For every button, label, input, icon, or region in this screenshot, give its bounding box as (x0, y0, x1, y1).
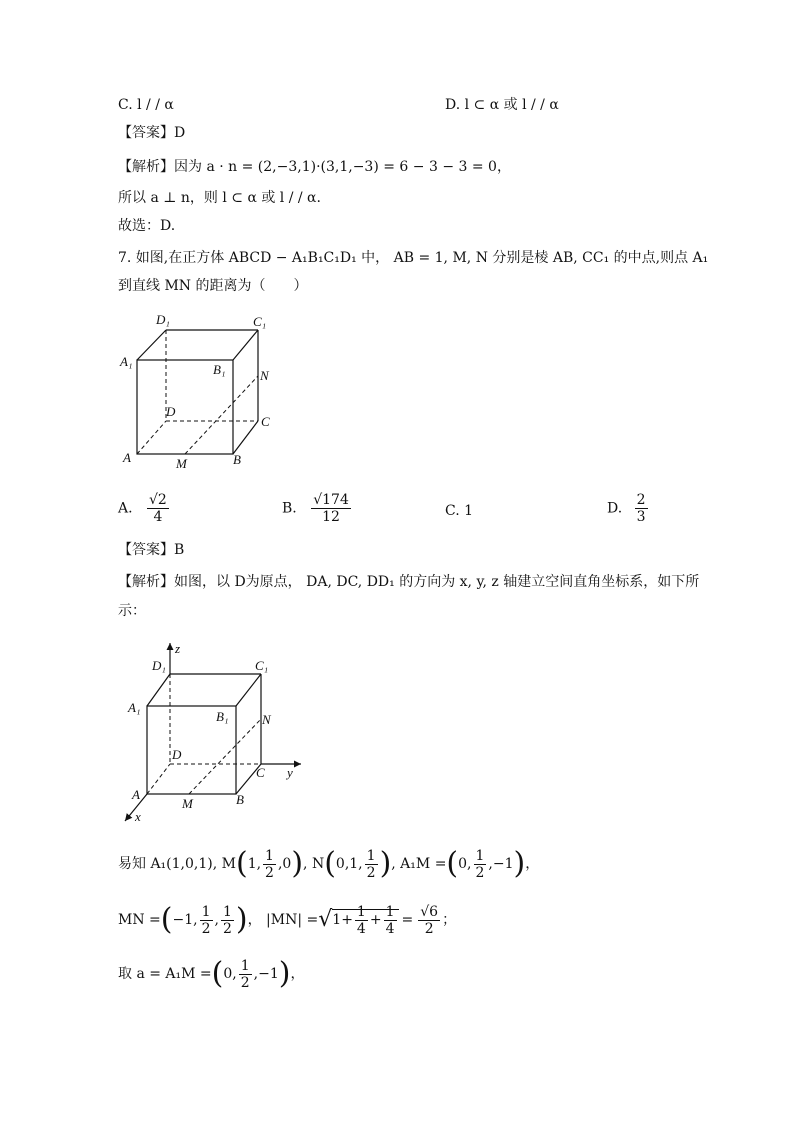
eq1-prefix: 易知 A₁(1,0,1), M (118, 856, 236, 872)
label-c: C (256, 765, 265, 780)
eq2-result-num: √6 (420, 903, 439, 920)
question-7-line1: 7. 如图,在正方体 ABCD − A₁B₁C₁D₁ 中， AB = 1, M, N 分别是棱 AB, CC₁ 的中点,则点 A₁ (118, 250, 709, 266)
eq1-vec: , A₁M = (391, 856, 447, 872)
eq2-frac-1 (200, 904, 213, 937)
label-c1: C₁ (255, 658, 269, 673)
eq2-comma: , (214, 912, 219, 928)
label-b1: B₁ (213, 362, 226, 377)
eq1-n-frac (365, 848, 378, 881)
option-c-7: C. 1 (445, 503, 474, 519)
label-a: A (123, 450, 131, 465)
axis-y-label: y (287, 765, 293, 780)
label-c1: C₁ (253, 314, 267, 329)
label-a1: A₁ (128, 700, 141, 715)
eq1-m-frac (263, 848, 276, 881)
analysis-7-line2: 示： (118, 603, 146, 619)
analysis-6-line2: 所以 a ⊥ n，则 l ⊂ α 或 l / / α. (118, 190, 321, 206)
eq1-end: ， (525, 856, 540, 872)
option-d-prefix: D. (607, 500, 623, 517)
option-b-7 (282, 492, 353, 525)
label-m: M (182, 796, 193, 811)
eq2-a: −1, (172, 912, 198, 928)
cube-figure-1 (110, 305, 290, 475)
eq1-n-num: 1 (366, 847, 376, 864)
eq3-den: 2 (240, 974, 250, 991)
eq1-m-num: 1 (265, 847, 274, 864)
eq2-num-2: 1 (222, 903, 232, 920)
label-d1: D₁ (152, 658, 166, 673)
eq1-v-a: 0, (458, 856, 472, 872)
option-b-denominator: 12 (322, 509, 340, 525)
option-a-numerator: √2 (149, 492, 167, 508)
option-d-fraction (635, 492, 648, 525)
option-c-prev: C. l / / α (118, 97, 174, 113)
eq2-den-2: 2 (222, 920, 232, 937)
label-a1: A₁ (120, 354, 133, 369)
eq2-result (418, 904, 440, 937)
label-a: A (132, 787, 140, 802)
eq1-v-frac (474, 848, 487, 881)
eq3-end: ， (290, 966, 305, 982)
eq3-num: 1 (240, 957, 250, 974)
label-m: M (176, 456, 187, 471)
eq1-v-num: 1 (475, 847, 485, 864)
eq3-prefix: 取 a = A₁M = (118, 966, 212, 982)
eq2-den-1: 2 (201, 920, 211, 937)
label-n: N (260, 368, 269, 383)
option-b-numerator: √174 (313, 492, 349, 508)
eq2-vec: MN = (118, 912, 161, 928)
eq1-m-b: ,0 (277, 856, 292, 872)
label-d: D (166, 404, 176, 419)
analysis-7-line1: 【解析】如图，以 D为原点， DA, DC, DD₁ 的方向为 x, y, z 轴建立空间直角坐标系，如下所 (118, 574, 700, 590)
eq2-frac-2 (221, 904, 234, 937)
eq2-rad-frac-2 (384, 904, 397, 937)
option-b-prefix: B. (282, 500, 297, 517)
eq2-rad-frac-1 (355, 904, 368, 937)
analysis-6-line1: 【解析】因为 a · n = (2,−3,1)·(3,1,−3) = 6 − 3 − 3 = 0， (118, 159, 511, 175)
axis-x-label: x (135, 809, 141, 824)
option-d-numerator: 2 (636, 492, 646, 508)
answer-6: 【答案】D (118, 125, 186, 141)
equation-3: 取 a = A₁M =(0, $\frac{1}{2}$ ,−1)， (118, 956, 305, 991)
eq1-v-b: ,−1 (488, 856, 514, 872)
equation-1: 易知 A₁(1,0,1), M(1, $\frac{1}{2}$ ,0), N(0,1, $\frac{1}{2}$ ), A₁M =(0, $\frac{1}{2}$ ,−1)， (118, 846, 540, 881)
option-d-7 (607, 492, 650, 525)
option-a-7 (118, 492, 171, 525)
label-n: N (262, 712, 271, 727)
answer-7: 【答案】B (118, 542, 185, 558)
eq3-b: ,−1 (253, 966, 279, 982)
eq2-rad-a: 1+ (332, 912, 353, 928)
label-b1: B₁ (216, 709, 229, 724)
label-c: C (261, 414, 270, 429)
eq1-v-den: 2 (475, 864, 485, 881)
eq2-rad-num-2: 1 (385, 903, 395, 920)
eq2-rad-den-2: 4 (385, 920, 395, 937)
option-d-prev: D. l ⊂ α 或 l / / α (445, 97, 559, 113)
eq2-end: ； (442, 912, 457, 928)
eq2-result-den: 2 (424, 920, 434, 937)
eq2-norm: ， |MN| = (247, 912, 319, 928)
eq2-eq: = (401, 912, 414, 928)
eq1-m-a: 1, (247, 856, 262, 872)
label-d: D (172, 747, 182, 762)
eq2-rad-den-1: 4 (356, 920, 366, 937)
axis-z-label: z (175, 641, 181, 656)
eq1-n-a: 0,1, (335, 856, 363, 872)
question-7-line2: 到直线 MN 的距离为（ ） (118, 278, 308, 294)
option-b-fraction (311, 492, 351, 525)
label-d1: D₁ (156, 312, 170, 327)
eq2-num-1: 1 (201, 903, 211, 920)
choose-6: 故选：D. (118, 218, 176, 234)
eq3-frac (239, 958, 252, 991)
eq2-rad-num-1: 1 (356, 903, 366, 920)
eq1-mid: , N (303, 856, 325, 872)
equation-2: MN =(−1, $\frac{1}{2}$ , $\frac{1}{2}$ )， |MN| =√1+ $\frac{1}{4}$ + $\frac{1}{4}$ = $\frac{√6}{2}$ ； (118, 902, 457, 937)
eq2-plus: + (369, 912, 382, 928)
eq1-m-den: 2 (265, 864, 274, 881)
label-b: B (233, 452, 241, 467)
option-a-prefix: A. (118, 500, 133, 517)
cube-figure-2 (115, 635, 310, 830)
option-a-fraction (147, 492, 169, 525)
eq1-n-den: 2 (366, 864, 376, 881)
eq3-a: 0, (223, 966, 237, 982)
option-d-denominator: 3 (636, 509, 646, 525)
option-a-denominator: 4 (153, 509, 163, 525)
label-b: B (236, 792, 244, 807)
